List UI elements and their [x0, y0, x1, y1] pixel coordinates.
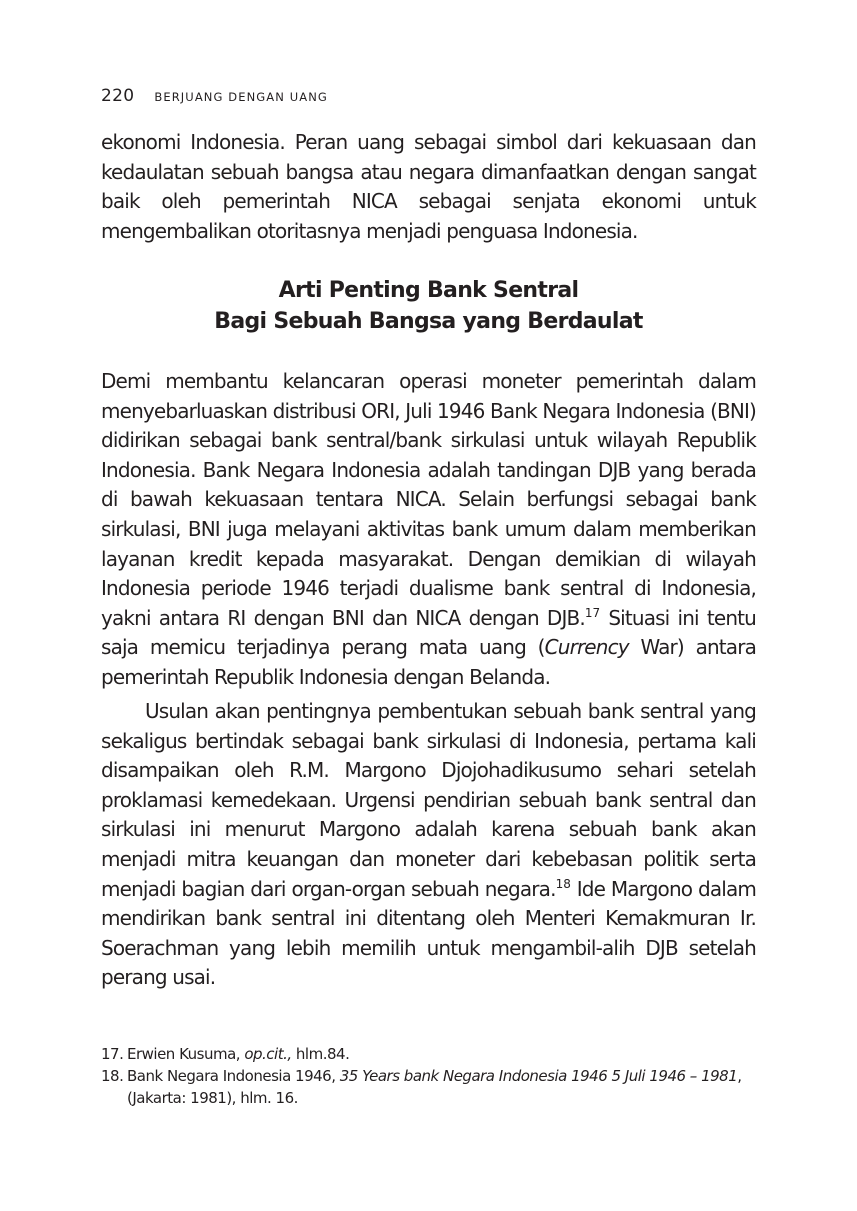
- paragraph-3: [101, 697, 756, 993]
- footnote-body: [127, 1065, 761, 1109]
- section-title-line-1: Arti Penting Bank Sentral: [278, 278, 579, 303]
- footnote-italic: op.cit.,: [244, 1045, 292, 1063]
- footnote-text: , (Jakarta: 1981), hlm. 16.: [127, 1067, 742, 1107]
- paragraph-2-text-b: Situasi ini tentu saja memicu terjadinya perang mata uang (: [101, 605, 756, 660]
- running-title: BERJUANG DENGAN UANG: [154, 90, 328, 104]
- footnote-text: hlm.84.: [291, 1045, 350, 1063]
- page-header: [101, 86, 328, 106]
- footnote-17: [101, 1043, 761, 1065]
- page-number: 220: [101, 86, 135, 106]
- paragraph-2-italic: Currency: [544, 635, 629, 660]
- footnote-text: Bank Negara Indonesia 1946,: [127, 1067, 340, 1085]
- footnote-number: 18.: [101, 1067, 124, 1085]
- paragraph-1: ekonomi Indonesia. Peran uang sebagai simbol dari kekuasaan dan kedaulatan sebuah bangsa atau negara dimanfaatkan dengan sangat baik oleh pemerintah NICA sebagai senjata ekonomi untuk mengembalikan otoritasnya menjadi penguasa Indonesia.: [101, 130, 756, 243]
- footnote-ref-18[interactable]: 18: [555, 876, 571, 891]
- paragraph-2: [101, 367, 756, 693]
- footnote-body: [127, 1043, 761, 1065]
- paragraph-2-text-a: Demi membantu kelancaran operasi moneter pemerintah dalam menyebarluaskan distribusi ORI, Juli 1946 Bank Negara Indonesia (BNI) didirikan sebagai bank sentral/bank sirkulasi untuk wilayah Republik Indonesia. Bank Negara Indonesia adalah tandingan DJB yang berada di bawah kekuasaan tentara NICA. Selain berfungsi sebagai bank sirkulasi, BNI juga melayani aktivitas bank umum dalam memberikan layanan kredit kepada masyarakat. Dengan demikian di wilayah Indonesia periode 1946 terjadi dualisme bank sentral di Indonesia, yakni antara RI dengan BNI dan NICA dengan DJB.: [101, 369, 757, 630]
- footnote-italic: 35 Years bank Negara Indonesia 1946 5 Juli 1946 – 1981: [339, 1067, 738, 1085]
- section-title: [101, 275, 756, 337]
- paragraph-3-text-a: Usulan akan pentingnya pembentukan sebuah bank sentral yang sekaligus bertindak sebagai bank sirkulasi di Indonesia, pertama kali disampaikan oleh R.M. Margono Djojohadikusumo sehari setelah proklamasi kemedekaan. Urgensi pendirian sebuah bank sentral dan sirkulasi ini menurut Margono adalah karena sebuah bank akan menjadi mitra keuangan dan moneter dari kebebasan politik serta menjadi bagian dari organ-organ sebuah negara.: [101, 699, 756, 901]
- footnote-18: [101, 1065, 761, 1109]
- paragraph-3-text-b: Ide Margono dalam mendirikan bank sentral ini ditentang oleh Menteri Kemakmuran Ir. Soerachman yang lebih memilih untuk mengambil-alih DJB setelah perang usai.: [101, 876, 756, 990]
- footnote-ref-17[interactable]: 17: [584, 605, 601, 620]
- section-title-line-2: Bagi Sebuah Bangsa yang Berdaulat: [214, 309, 643, 334]
- footnote-text: Erwien Kusuma,: [127, 1045, 245, 1063]
- footnote-number: 17.: [101, 1045, 124, 1063]
- footnotes: [101, 1043, 761, 1109]
- paragraph-2-text-c: War) antara pemerintah Republik Indonesia dengan Belanda.: [101, 635, 756, 689]
